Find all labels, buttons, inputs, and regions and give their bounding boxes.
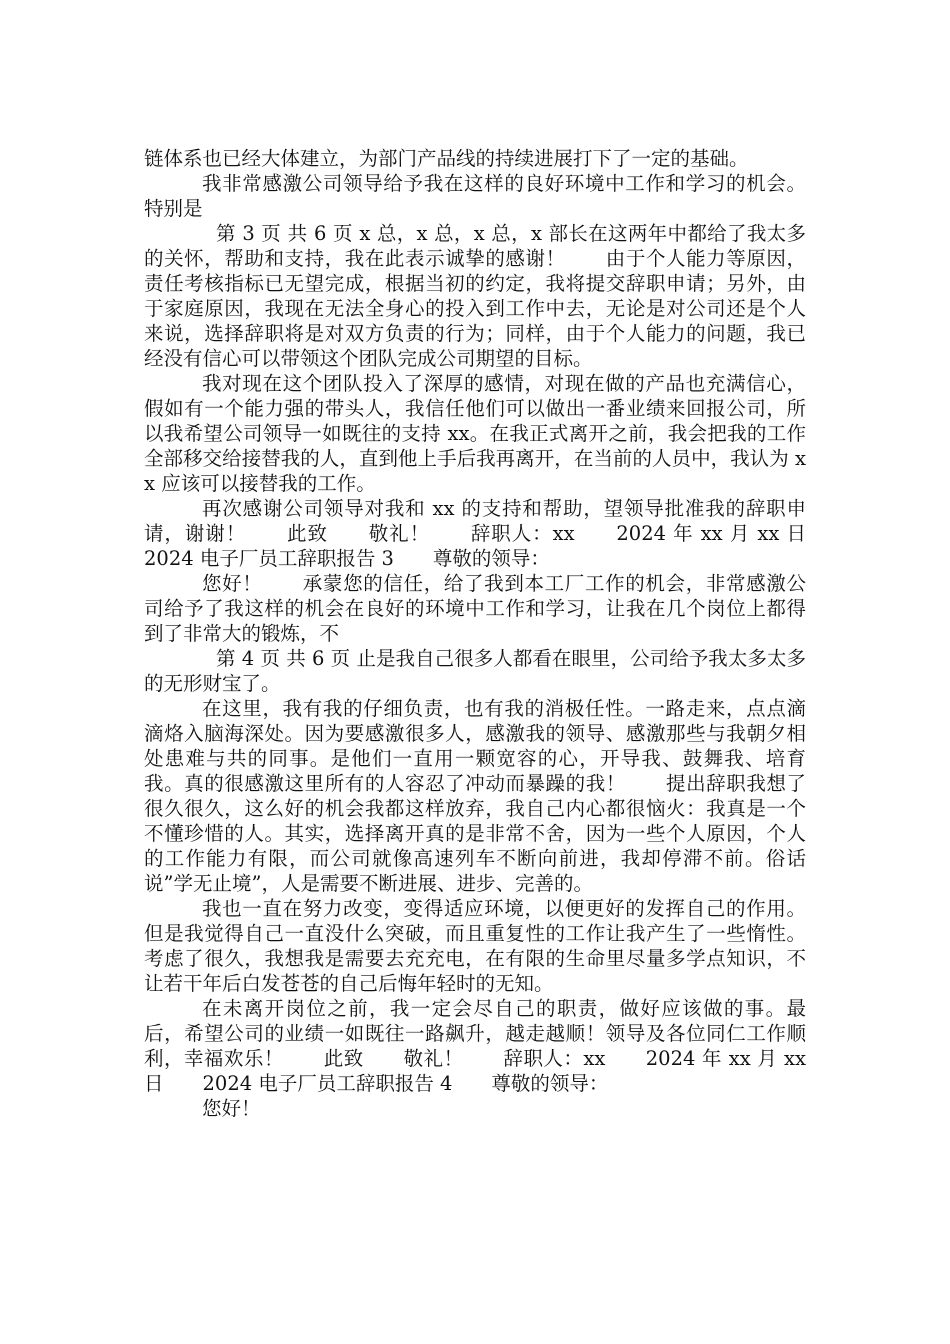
- paragraph-closing-4: 在未离开岗位之前，我一定会尽自己的职责，做好应该做的事。最后，希望公司的业绩一如既往一路飙升，越走越顺！领导及各位同仁工作顺利，幸福欢乐！ 此致 敬礼！ 辞职人：xx 2024 年 xx 月 xx 日 2024 电子厂员工辞职报告 4 尊敬的领导：: [144, 997, 813, 1095]
- paragraph-closing-3: 再次感谢公司领导对我和 xx 的支持和帮助，望领导批准我的辞职申请，谢谢！ 此致 敬礼！ 辞职人：xx 2024 年 xx 月 xx 日 2024 电子厂员工辞职报告 3 尊敬的领导：: [144, 497, 846, 570]
- paragraph-greeting-4: 您好！ 承蒙您的信任，给了我到本工厂工作的机会，非常感激公司给予了我这样的机会在良好的环境中工作和学习，让我在几个岗位上都得到了非常大的锻炼，不: [144, 572, 806, 645]
- paragraph-reflection: 在这里，我有我的仔细负责，也有我的消极任性。一路走来，点点滴滴烙入脑海深处。因为要感激很多人，感激我的领导、感激那些与我朝夕相处患难与共的同事。是他们一直用一颗宽容的心，开导我、鼓舞我、培育我。真的很感激这里所有的人容忍了冲动而暴躁的我！ 提出辞职我想了很久很久，这么好的机会我都这样放弃，我自己内心都很恼火：我真是一个不懂珍惜的人。其实，选择离开真的是非常不舍，因为一些个人原因，个人的工作能力有限，而公司就像高速列车不断向前进，我却停滞不前。俗话说”学无止境”，人是需要不断进展、进步、完善的。: [144, 697, 806, 895]
- document-body: [144, 146, 846, 1121]
- paragraph-team-feelings: 我对现在这个团队投入了深厚的感情，对现在做的产品也充满信心，假如有一个能力强的带头人，我信任他们可以做出一番业绩来回报公司，所以我希望公司领导一如既往的支持 xx。在我正式离开之前，我会把我的工作全部移交给接替我的人，直到他上手后我再离开，在当前的人员中，我认为 xx 应该可以接替我的工作。: [144, 372, 806, 495]
- paragraph-page-4: 第 4 页 共 6 页 止是我自己很多人都看在眼里，公司给予我太多太多的无形财宝了。: [144, 647, 806, 695]
- paragraph-continuation: 链体系也已经大体建立，为部门产品线的持续进展打下了一定的基础。: [144, 147, 749, 170]
- paragraph-change: 我也一直在努力改变，变得适应环境，以便更好的发挥自己的作用。但是我觉得自己一直没什么突破，而且重复性的工作让我产生了一些惰性。考虑了很久，我想我是需要去充充电，在有限的生命里尽量多学点知识，不让若干年后白发苍苍的自己后悔年轻时的无知。: [144, 897, 806, 995]
- paragraph-greeting-final: 您好！: [202, 1097, 261, 1120]
- paragraph-page-3: 第 3 页 共 6 页 x 总，x 总，x 总，x 部长在这两年中都给了我太多的关怀，帮助和支持，我在此表示诚挚的感谢！ 由于个人能力等原因，责任考核指标已无望完成，根据当初的约定，我将提交辞职申请；另外，由于家庭原因，我现在无法全身心的投入到工作中去，无论是对公司还是个人来说，选择辞职将是对双方负责的行为；同样，由于个人能力的问题，我已经没有信心可以带领这个团队完成公司期望的目标。: [144, 222, 806, 370]
- paragraph-gratitude: 我非常感激公司领导给予我在这样的良好环境中工作和学习的机会。特别是: [144, 172, 806, 220]
